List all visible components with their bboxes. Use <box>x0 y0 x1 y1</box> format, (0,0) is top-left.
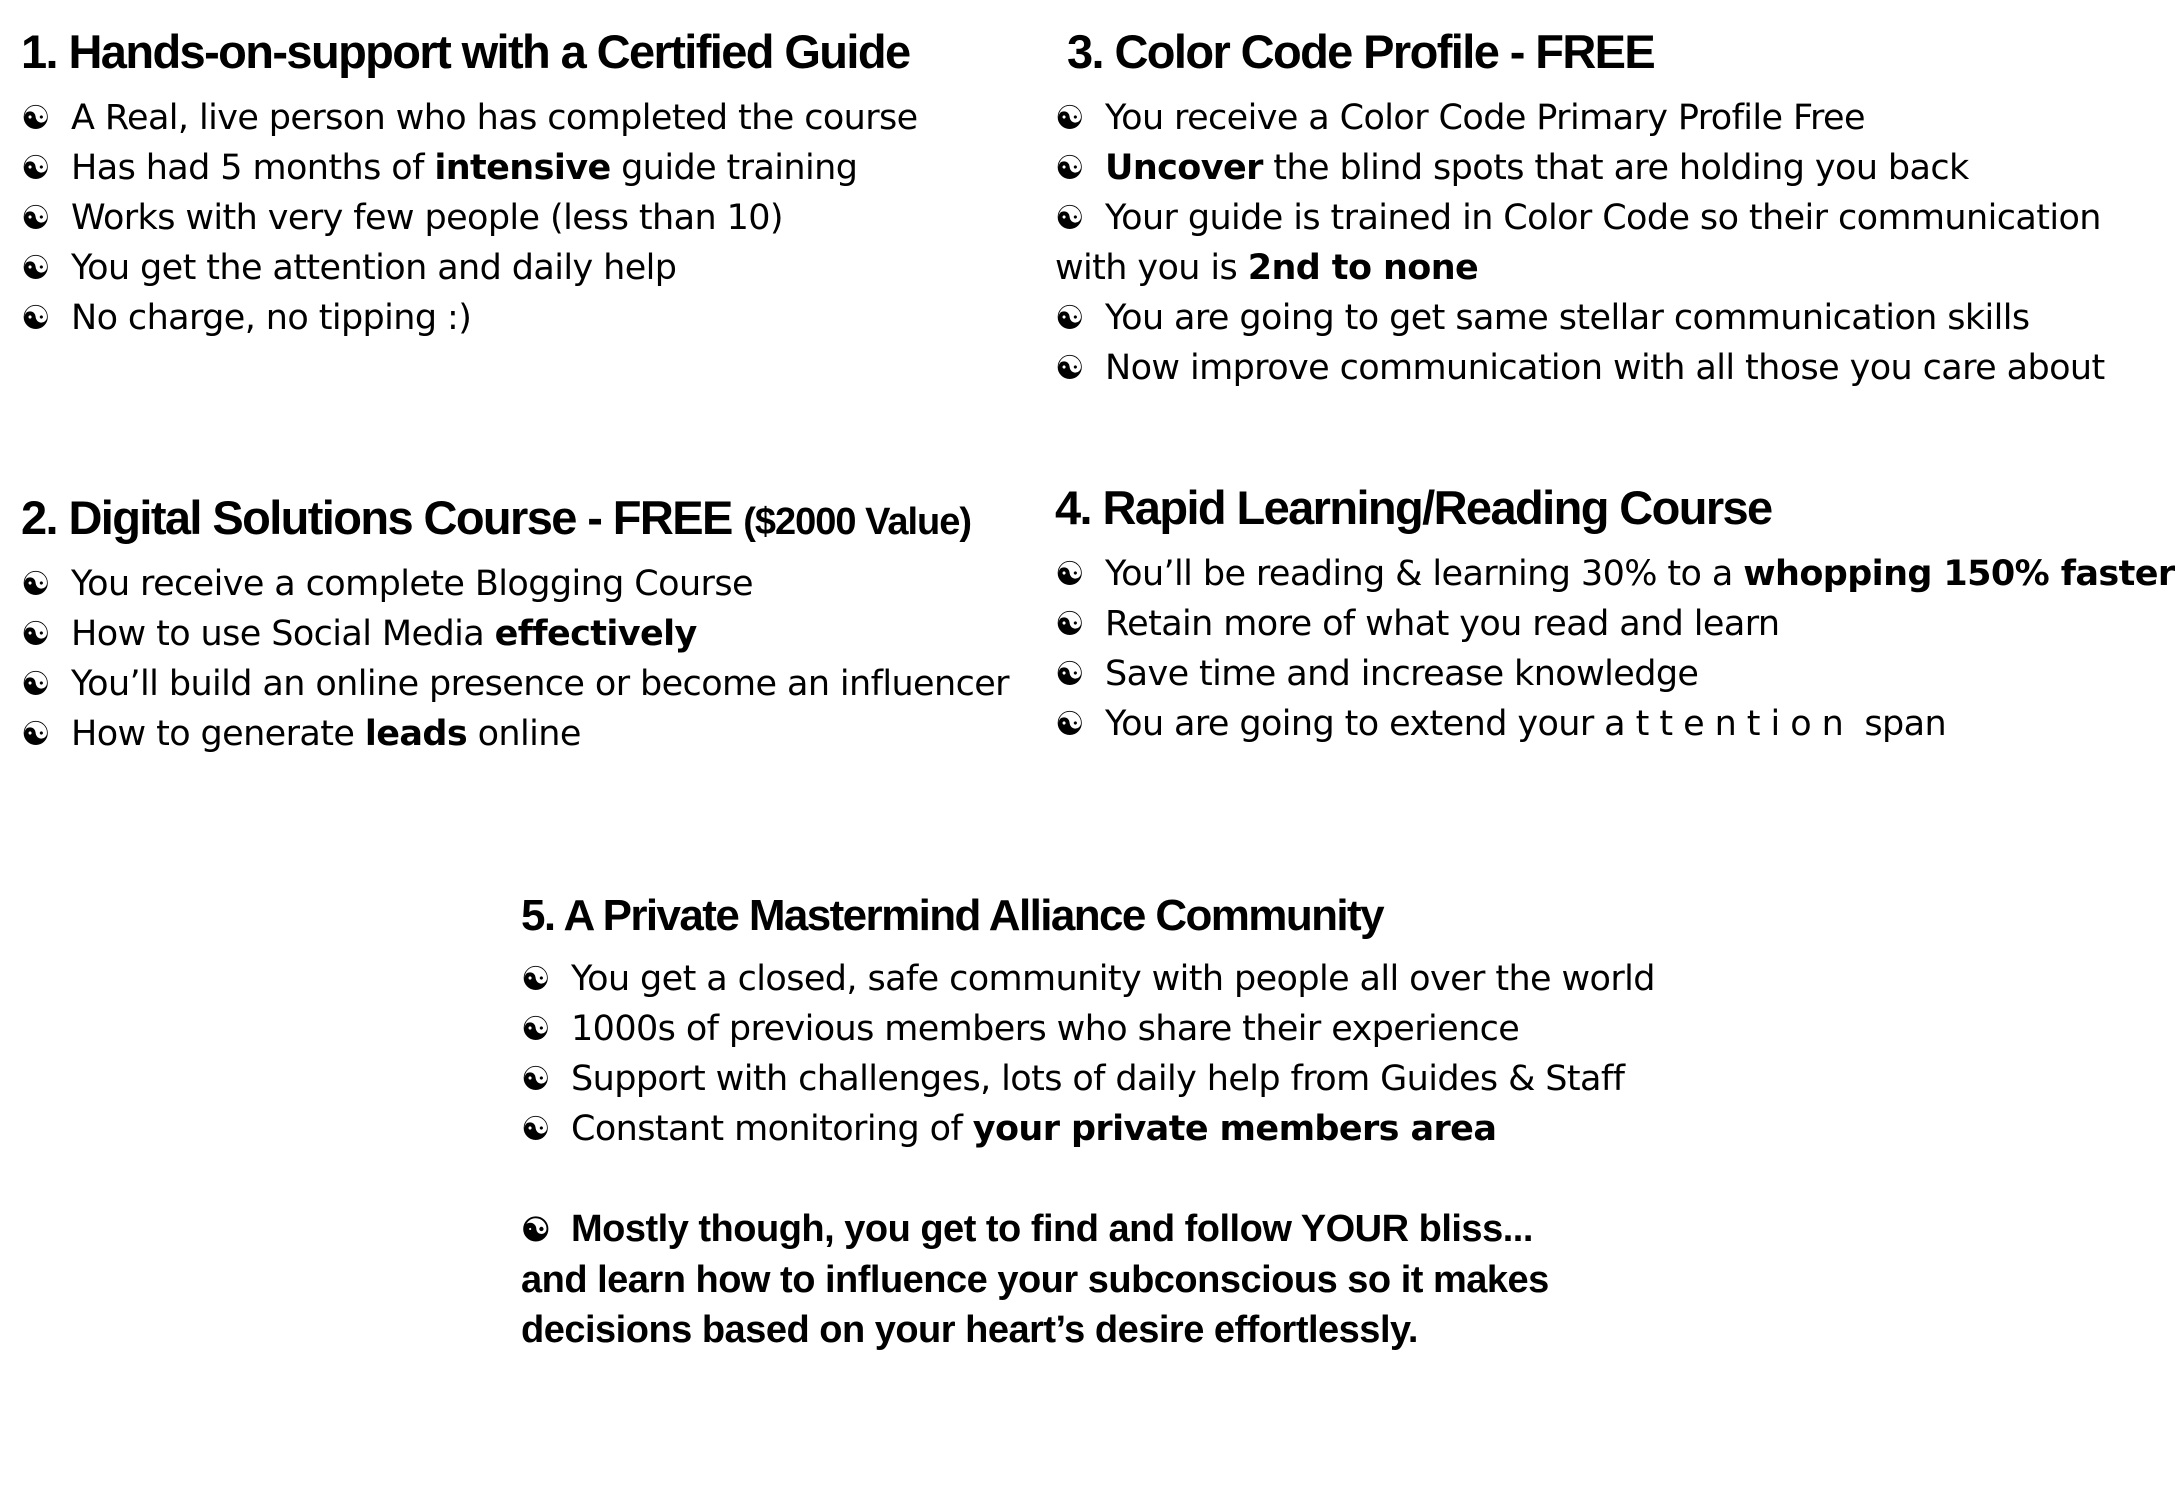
section-5-title: 5. A Private Mastermind Alliance Community <box>521 891 1383 940</box>
list-item: ☯ Save time and increase knowledge <box>1055 649 2175 699</box>
yin-yang-icon: ☯ <box>21 248 50 287</box>
closing-line: ☯ Mostly though, you get to find and follow YOUR bliss... <box>521 1204 1655 1255</box>
section-mastermind <box>521 891 1655 1355</box>
list-item: ☯ Retain more of what you read and learn <box>1055 599 2175 649</box>
closing-line: and learn how to influence your subconscious so it makes <box>521 1259 1549 1301</box>
yin-yang-icon: ☯ <box>521 1009 550 1048</box>
section-color-code <box>1055 25 2105 393</box>
section-4-title: 4. Rapid Learning/Reading Course <box>1055 481 1772 534</box>
list-item: ☯ Support with challenges, lots of daily help from Guides & Staff <box>521 1054 1655 1104</box>
list-item: ☯ You receive a complete Blogging Course <box>21 559 1009 609</box>
section-2-title: 2. Digital Solutions Course - FREE ($2000 Value) <box>21 491 972 544</box>
list-item: ☯ 1000s of previous members who share their experience <box>521 1004 1655 1054</box>
yin-yang-icon: ☯ <box>521 1109 550 1148</box>
yin-yang-icon: ☯ <box>1055 148 1084 187</box>
list-item: ☯ You’ll build an online presence or become an influencer <box>21 659 1009 709</box>
yin-yang-icon: ☯ <box>21 614 50 653</box>
section-1-title: 1. Hands-on-support with a Certified Guide <box>21 25 910 78</box>
list-item: ☯ Works with very few people (less than 10) <box>21 193 918 243</box>
section-1-list <box>21 93 918 343</box>
list-item: ☯ You’ll be reading & learning 30% to a whopping 150% faster <box>1055 549 2175 599</box>
yin-yang-icon: ☯ <box>1055 98 1084 137</box>
closing-line: decisions based on your heart’s desire effortlessly. <box>521 1309 1418 1351</box>
list-item: ☯ How to generate leads online <box>21 709 1009 759</box>
yin-yang-icon: ☯ <box>1055 554 1084 593</box>
list-item: ☯ A Real, live person who has completed the course <box>21 93 918 143</box>
yin-yang-icon: ☯ <box>521 959 550 998</box>
list-item: ☯ You are going to get same stellar communication skills <box>1055 293 2105 343</box>
list-item: ☯ You receive a Color Code Primary Profile Free <box>1055 93 2105 143</box>
list-item: ☯ No charge, no tipping :) <box>21 293 918 343</box>
yin-yang-icon: ☯ <box>1055 704 1084 743</box>
yin-yang-icon: ☯ <box>1055 654 1084 693</box>
section-2-list <box>21 559 1009 759</box>
list-item: ☯ Now improve communication with all those you care about <box>1055 343 2105 393</box>
section-rapid-learning <box>1055 481 2175 749</box>
list-item: ☯ You are going to extend your attention span <box>1055 699 2175 749</box>
yin-yang-icon: ☯ <box>1055 198 1084 237</box>
section-4-list <box>1055 549 2175 749</box>
closing-statement <box>521 1204 1655 1355</box>
yin-yang-icon: ☯ <box>21 714 50 753</box>
yin-yang-icon: ☯ <box>521 1211 551 1248</box>
section-guide-support <box>21 25 918 343</box>
list-item: ☯ You get the attention and daily help <box>21 243 918 293</box>
list-item: ☯ You get a closed, safe community with people all over the world <box>521 954 1655 1004</box>
list-item-continuation: with you is 2nd to none <box>1055 248 1479 288</box>
yin-yang-icon: ☯ <box>21 564 50 603</box>
list-item: ☯ How to use Social Media effectively <box>21 609 1009 659</box>
yin-yang-icon: ☯ <box>21 98 50 137</box>
section-5-list <box>521 954 1655 1154</box>
yin-yang-icon: ☯ <box>21 198 50 237</box>
list-item: ☯ Your guide is trained in Color Code so their communication <box>1055 193 2105 243</box>
list-item: ☯ Has had 5 months of intensive guide training <box>21 143 918 193</box>
list-item: ☯ Constant monitoring of your private members area <box>521 1104 1655 1154</box>
yin-yang-icon: ☯ <box>21 148 50 187</box>
section-3-list <box>1055 93 2105 393</box>
list-item: ☯ Uncover the blind spots that are holding you back <box>1055 143 2105 193</box>
yin-yang-icon: ☯ <box>1055 298 1084 337</box>
yin-yang-icon: ☯ <box>1055 604 1084 643</box>
section-3-title: 3. Color Code Profile - FREE <box>1067 25 1655 78</box>
yin-yang-icon: ☯ <box>21 298 50 337</box>
yin-yang-icon: ☯ <box>21 664 50 703</box>
yin-yang-icon: ☯ <box>1055 348 1084 387</box>
section-digital-solutions <box>21 491 1009 759</box>
yin-yang-icon: ☯ <box>521 1059 550 1098</box>
